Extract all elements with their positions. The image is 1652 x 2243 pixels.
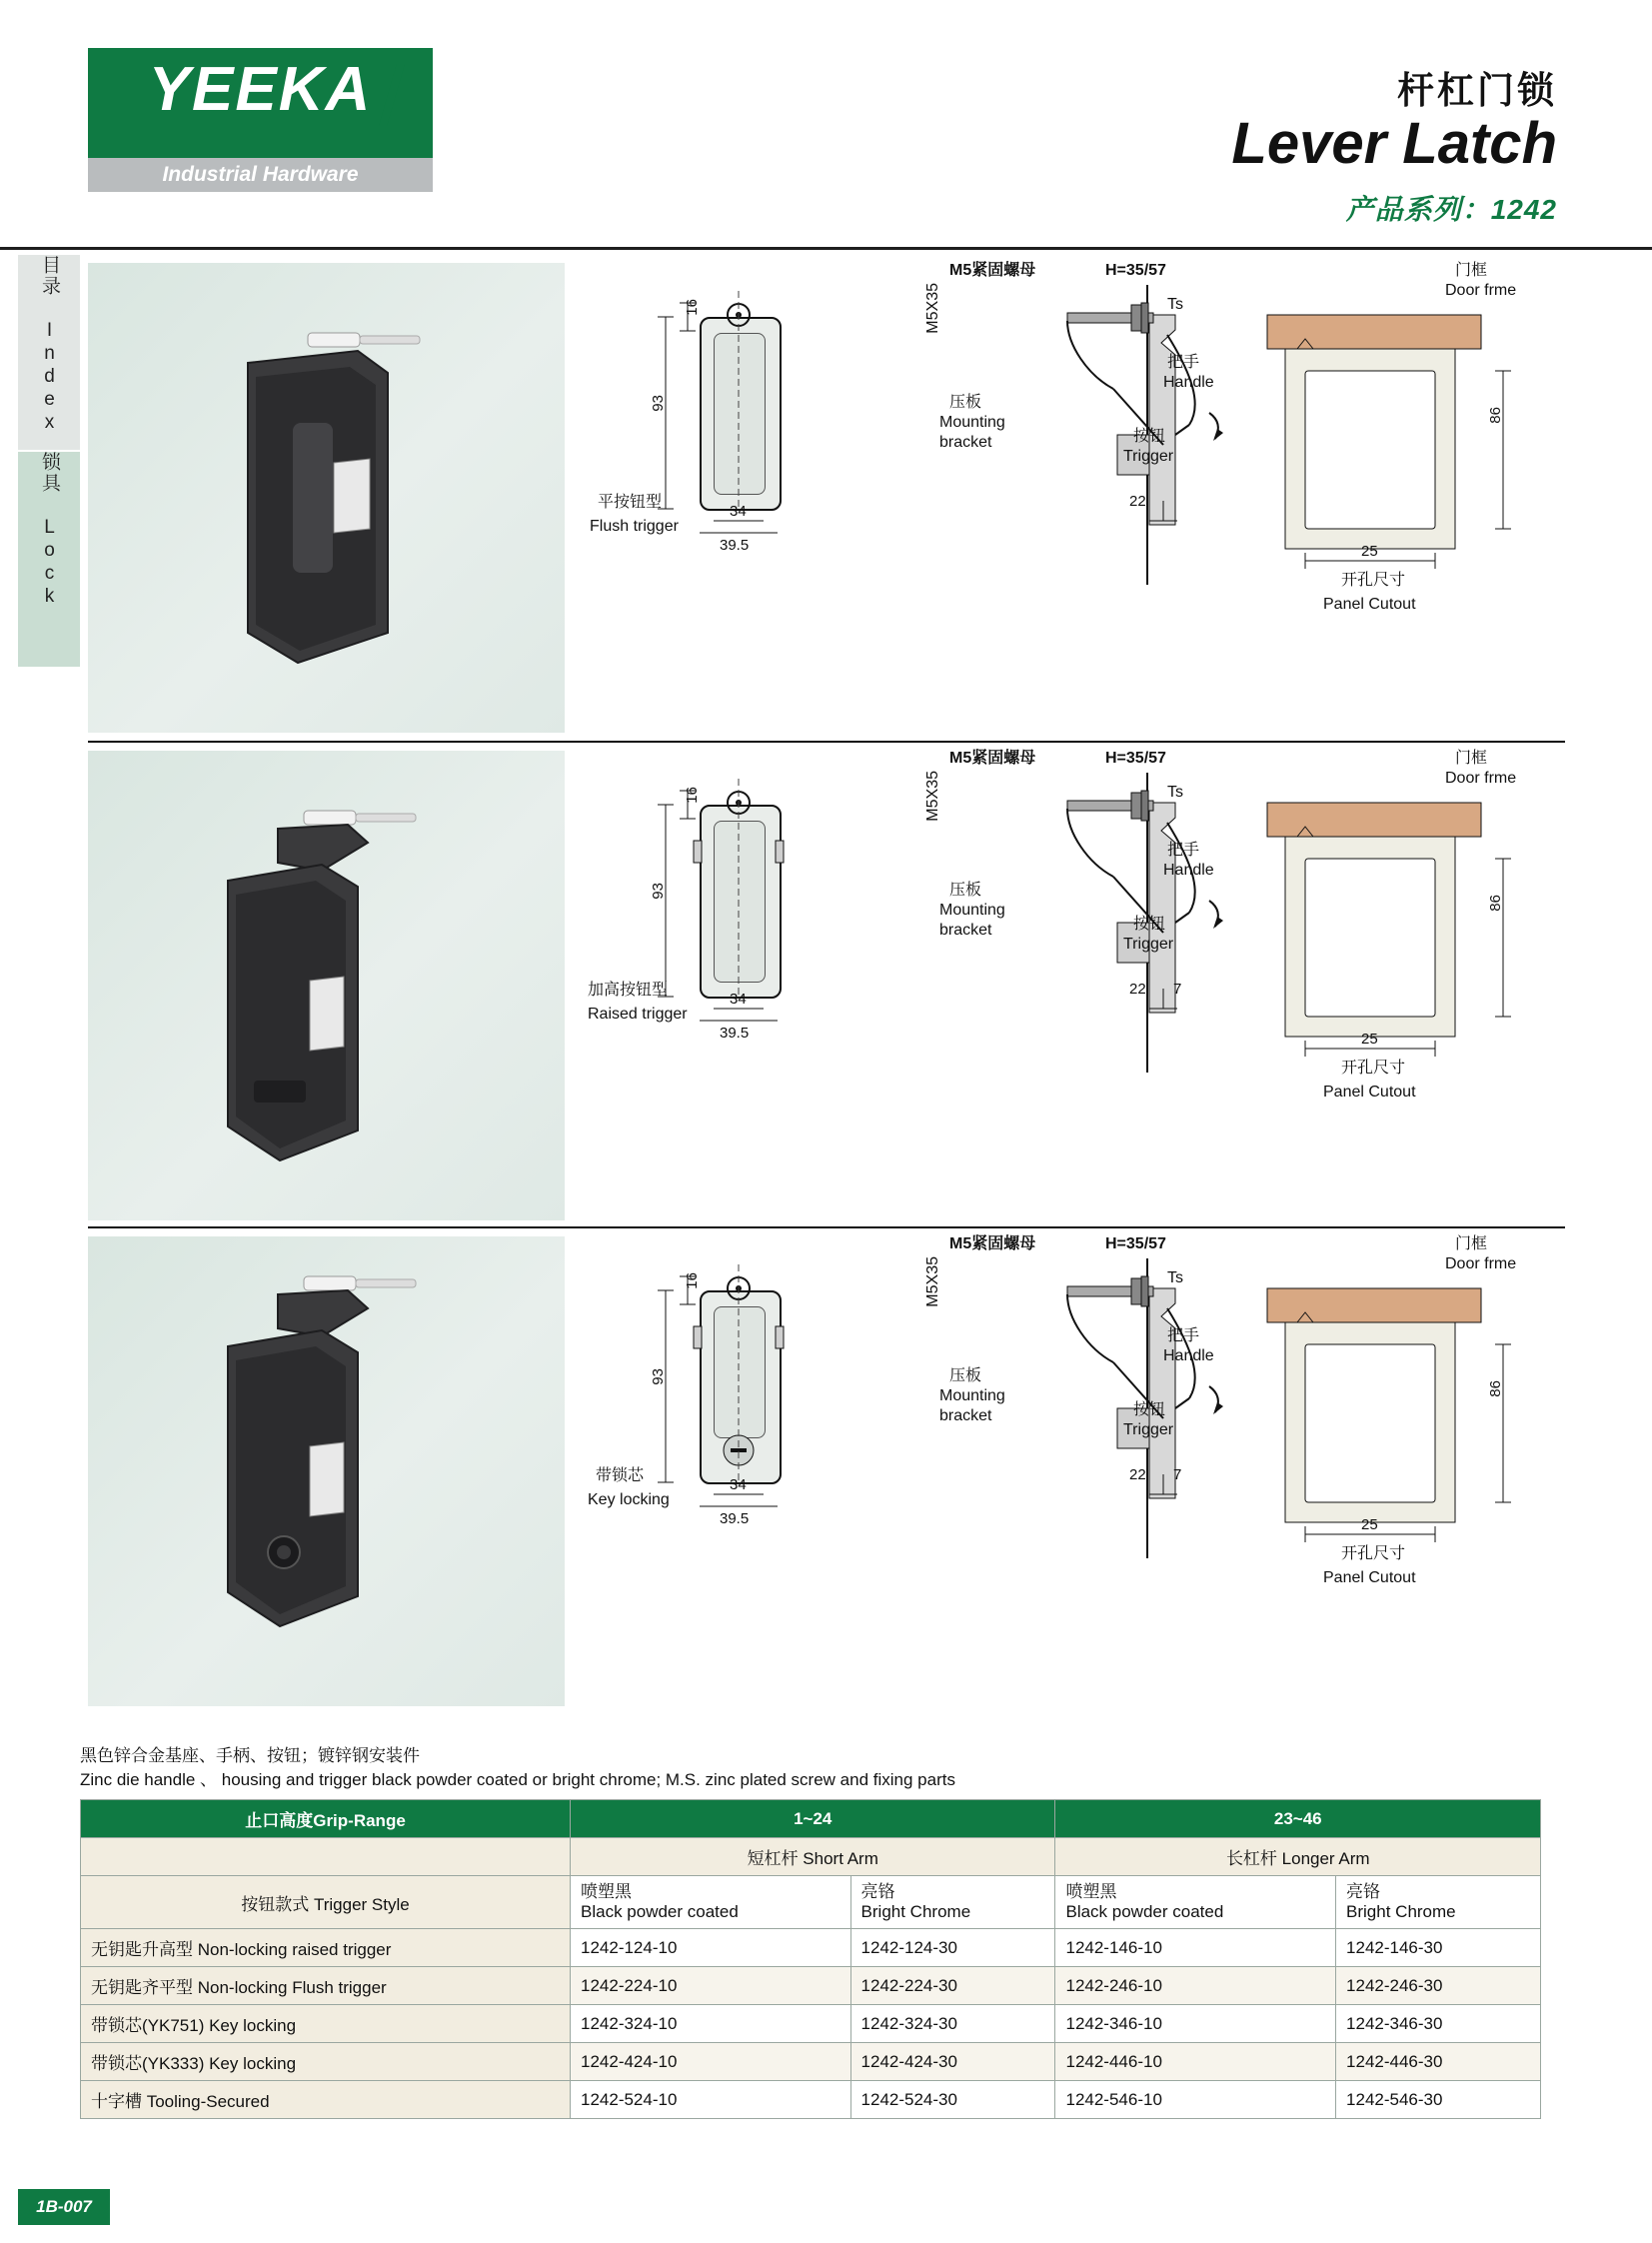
- panel-cutout-drawing: [1257, 285, 1565, 615]
- bracket-label-en-2: bracket: [939, 434, 992, 451]
- bracket-label-cn: 压板: [949, 1367, 982, 1384]
- product-photo-image: [88, 1236, 565, 1706]
- part-number: 1242-524-10: [571, 2081, 851, 2119]
- finish-short-chrome: [850, 1876, 1055, 1929]
- dim-16: 16: [684, 787, 701, 804]
- bracket-label-en-2: bracket: [939, 922, 992, 939]
- logo: [88, 48, 433, 158]
- title-chinese: 杆杠门锁: [1397, 70, 1557, 111]
- side-view: [917, 255, 1257, 738]
- bolt-label: M5X35: [924, 1256, 941, 1307]
- dim-34: 34: [730, 1476, 747, 1493]
- row-label: 十字槽 Tooling-Secured: [81, 2081, 571, 2119]
- dim-39-5: 39.5: [720, 537, 750, 554]
- bracket-label-en-1: Mounting: [939, 414, 1005, 431]
- part-number: 1242-246-30: [1336, 1967, 1541, 2005]
- door-frame-label-cn: 门框: [1455, 1235, 1488, 1252]
- handle-label-en: Handle: [1163, 862, 1214, 879]
- panel-cutout-caption-en: Panel Cutout: [1323, 1569, 1416, 1586]
- door-frame-label-cn: 门框: [1455, 262, 1488, 279]
- row-label: 带锁芯(YK751) Key locking: [81, 2005, 571, 2043]
- front-view-name-en: Raised trigger: [588, 1006, 688, 1023]
- table-row: [81, 1838, 1541, 1876]
- product-photo-image: [88, 263, 565, 733]
- table-row: [81, 1876, 1541, 1929]
- panel-cutout-view: [1257, 1228, 1565, 1711]
- dim-22: 22: [1129, 493, 1146, 510]
- logo-text: YEEKA: [148, 55, 373, 124]
- part-number: 1242-124-30: [850, 1929, 1055, 1967]
- table-row: [81, 2043, 1541, 2081]
- sidebar-item-index[interactable]: [18, 255, 80, 450]
- nut-label-cn: M5紧固螺母: [949, 1235, 1036, 1252]
- header-arm-long: 长杠杆 Longer Arm: [1055, 1838, 1541, 1876]
- panel-cutout-caption-en: Panel Cutout: [1323, 1084, 1416, 1101]
- bolt-label: M5X35: [924, 283, 941, 334]
- finish-short-black-cn: 喷塑黑: [581, 1882, 632, 1901]
- part-number: 1242-146-30: [1336, 1929, 1541, 1967]
- dim-7: 7: [1173, 1466, 1182, 1483]
- part-number: 1242-224-30: [850, 1967, 1055, 2005]
- part-number: 1242-346-10: [1055, 2005, 1336, 2043]
- product-series: 产品系列：1242: [1345, 194, 1557, 225]
- ts-label: Ts: [1167, 296, 1183, 313]
- dim-25: 25: [1361, 1516, 1378, 1533]
- part-number: 1242-424-30: [850, 2043, 1055, 2081]
- panel-cutout-caption-en: Panel Cutout: [1323, 596, 1416, 613]
- dim-16: 16: [684, 1272, 701, 1289]
- part-number: 1242-524-30: [850, 2081, 1055, 2119]
- bolt-label: M5X35: [924, 771, 941, 822]
- dim-34: 34: [730, 991, 747, 1008]
- part-number: 1242-324-30: [850, 2005, 1055, 2043]
- part-number: 1242-546-10: [1055, 2081, 1336, 2119]
- product-photo: [88, 263, 565, 733]
- sidebar-item-lock-label: 锁具 Lock: [39, 452, 60, 609]
- spec-table: [80, 1799, 1541, 2119]
- header-arm-short: 短杠杆 Short Arm: [571, 1838, 1055, 1876]
- product-variant-row: [88, 255, 1565, 738]
- trigger-label-en: Trigger: [1123, 1421, 1174, 1438]
- part-number: 1242-324-10: [571, 2005, 851, 2043]
- part-number: 1242-424-10: [571, 2043, 851, 2081]
- dim-34: 34: [730, 503, 747, 520]
- finish-long-black: [1055, 1876, 1336, 1929]
- part-number: 1242-446-10: [1055, 2043, 1336, 2081]
- row-label: 无钥匙升高型 Non-locking raised trigger: [81, 1929, 571, 1967]
- trigger-label-en: Trigger: [1123, 448, 1174, 465]
- nut-label-cn: M5紧固螺母: [949, 750, 1036, 767]
- drawing-sheet: [88, 255, 1565, 1724]
- finish-long-chrome-cn: 亮铬: [1346, 1882, 1381, 1901]
- nut-label-cn: M5紧固螺母: [949, 262, 1036, 279]
- bracket-label-en-1: Mounting: [939, 902, 1005, 919]
- dim-93: 93: [650, 395, 667, 412]
- sidebar-item-lock[interactable]: [18, 452, 80, 667]
- front-view-name-cn: 带锁芯: [596, 1467, 645, 1484]
- dim-16: 16: [684, 299, 701, 316]
- dim-86: 86: [1487, 1380, 1504, 1397]
- door-frame-label-en: Door frme: [1445, 770, 1517, 787]
- finish-long-chrome: [1336, 1876, 1541, 1929]
- part-number: 1242-446-30: [1336, 2043, 1541, 2081]
- dim-93: 93: [650, 1368, 667, 1385]
- product-variant-row: [88, 741, 1565, 1225]
- product-photo: [88, 1236, 565, 1706]
- logo-subtitle: Industrial Hardware: [162, 163, 359, 186]
- finish-long-chrome-en: Bright Chrome: [1346, 1902, 1456, 1921]
- handle-label-cn: 把手: [1167, 354, 1200, 371]
- material-note: [80, 1744, 1579, 1792]
- side-view: [917, 743, 1257, 1225]
- finish-short-chrome-en: Bright Chrome: [860, 1902, 971, 1921]
- front-view: [588, 1228, 917, 1711]
- front-view: [588, 255, 917, 738]
- ts-label: Ts: [1167, 1269, 1183, 1286]
- handle-label-cn: 把手: [1167, 1327, 1200, 1344]
- height-label: H=35/57: [1105, 1235, 1166, 1252]
- bracket-label-cn: 压板: [949, 394, 982, 411]
- trigger-label-cn: 按钮: [1133, 916, 1166, 933]
- door-frame-label-cn: 门框: [1455, 750, 1488, 767]
- sidebar-item-index-label: 目录 Index: [39, 255, 60, 435]
- table-row: [81, 1967, 1541, 2005]
- table-row: [81, 2005, 1541, 2043]
- part-number: 1242-246-10: [1055, 1967, 1336, 2005]
- finish-short-chrome-cn: 亮铬: [860, 1882, 895, 1901]
- dim-22: 22: [1129, 1466, 1146, 1483]
- panel-cutout-caption-cn: 开孔尺寸: [1341, 1060, 1406, 1077]
- height-label: H=35/57: [1105, 750, 1166, 767]
- logo-subtitle-bar: [88, 158, 433, 192]
- dim-25: 25: [1361, 1031, 1378, 1048]
- finish-short-black: [571, 1876, 851, 1929]
- header-grip-short: 1~24: [571, 1800, 1055, 1838]
- handle-label-cn: 把手: [1167, 842, 1200, 859]
- product-photo: [88, 751, 565, 1220]
- door-frame-label-en: Door frme: [1445, 282, 1517, 299]
- ts-label: Ts: [1167, 784, 1183, 801]
- product-variant-row: [88, 1226, 1565, 1711]
- dim-7: 7: [1173, 981, 1182, 998]
- bracket-label-en-1: Mounting: [939, 1387, 1005, 1404]
- door-frame-label-en: Door frme: [1445, 1255, 1517, 1272]
- bracket-label-cn: 压板: [949, 882, 982, 899]
- dim-39-5: 39.5: [720, 1510, 750, 1527]
- page-number-tab: [18, 2189, 110, 2225]
- finish-long-black-cn: 喷塑黑: [1065, 1882, 1117, 1901]
- handle-label-en: Handle: [1163, 374, 1214, 391]
- panel-cutout-caption-cn: 开孔尺寸: [1341, 572, 1406, 589]
- dim-25: 25: [1361, 543, 1378, 560]
- bracket-label-en-2: bracket: [939, 1407, 992, 1424]
- title-english: Lever Latch: [1231, 111, 1557, 176]
- side-view: [917, 1228, 1257, 1711]
- page-header: [0, 0, 1652, 250]
- finish-long-black-en: Black powder coated: [1065, 1902, 1224, 1921]
- front-view-name-cn: 加高按钮型: [588, 982, 669, 999]
- finish-short-black-en: Black powder coated: [581, 1902, 739, 1921]
- part-number: 1242-146-10: [1055, 1929, 1336, 1967]
- header-grip-range: 止口高度Grip-Range: [81, 1800, 571, 1838]
- row-label: 带锁芯(YK333) Key locking: [81, 2043, 571, 2081]
- header-grip-long: 23~46: [1055, 1800, 1541, 1838]
- dim-39-5: 39.5: [720, 1025, 750, 1042]
- dim-86: 86: [1487, 407, 1504, 424]
- front-view-name-en: Key locking: [588, 1491, 670, 1508]
- dim-22: 22: [1129, 981, 1146, 998]
- trigger-label-en: Trigger: [1123, 936, 1174, 953]
- header-trigger-style: 按钮款式 Trigger Style: [81, 1876, 571, 1929]
- material-note-en: Zinc die handle 、 housing and trigger black powder coated or bright chrome; M.S. zinc plated screw and fixing parts: [80, 1770, 955, 1789]
- height-label: H=35/57: [1105, 262, 1166, 279]
- panel-cutout-caption-cn: 开孔尺寸: [1341, 1545, 1406, 1562]
- material-note-cn: 黑色锌合金基座、手柄、按钮；镀锌钢安装件: [80, 1746, 420, 1765]
- table-row: [81, 1929, 1541, 1967]
- panel-cutout-view: [1257, 743, 1565, 1225]
- trigger-label-cn: 按钮: [1133, 428, 1166, 445]
- panel-cutout-drawing: [1257, 773, 1565, 1103]
- row-label: 无钥匙齐平型 Non-locking Flush trigger: [81, 1967, 571, 2005]
- table-row: [81, 2081, 1541, 2119]
- front-view-name-en: Flush trigger: [590, 518, 679, 535]
- dim-86: 86: [1487, 895, 1504, 912]
- front-view-name-cn: 平按钮型: [598, 494, 663, 511]
- part-number: 1242-346-30: [1336, 2005, 1541, 2043]
- dim-93: 93: [650, 883, 667, 900]
- part-number: 1242-224-10: [571, 1967, 851, 2005]
- handle-label-en: Handle: [1163, 1347, 1214, 1364]
- part-number: 1242-124-10: [571, 1929, 851, 1967]
- front-view: [588, 743, 917, 1225]
- page-number: 1B-007: [36, 2197, 92, 2216]
- panel-cutout-view: [1257, 255, 1565, 738]
- header-blank: [81, 1838, 571, 1876]
- panel-cutout-drawing: [1257, 1258, 1565, 1588]
- table-row: [81, 1800, 1541, 1838]
- trigger-label-cn: 按钮: [1133, 1401, 1166, 1418]
- part-number: 1242-546-30: [1336, 2081, 1541, 2119]
- product-photo-image: [88, 751, 565, 1220]
